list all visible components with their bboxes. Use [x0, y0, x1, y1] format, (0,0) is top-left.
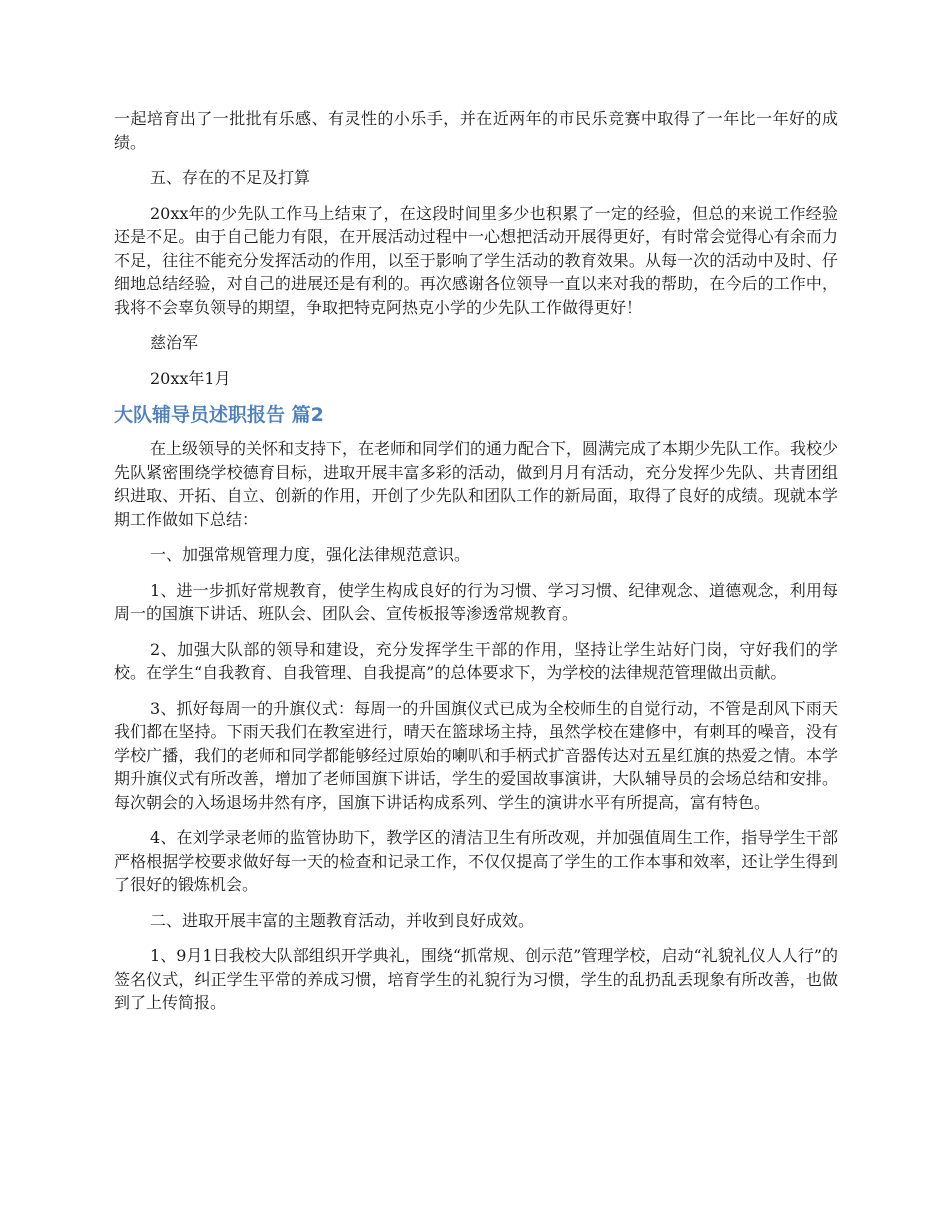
section-heading-routine: 一、加强常规管理力度，强化法律规范意识。: [150, 545, 471, 564]
paragraph-item-2: 2、加强大队部的领导和建设，充分发挥学生干部的作用，坚持让学生站好门岗，守好我们的学校。在学生“自我教育、自我管理、自我提高”的总体要求下，为学校的法律规范管理做出贡献。: [114, 639, 838, 682]
author-signature: 慈治军: [150, 333, 199, 352]
paragraph-shortcomings: 20xx年的少先队工作马上结束了，在这段时间里多少也积累了一定的经验，但总的来说工作经验还是不足。由于自己能力有限，在开展活动过程中一心想把活动开展得更好，有时常会觉得心有余而力不足，往往不能充分发挥活动的作用，以至于影响了学生活动的教育效果。从每一次的活动中及时、仔细地总结经验，对自己的进展还是有利的。再次感谢各位领导一直以来对我的帮助，在今后的工作中，我将不会辜负领导的期望，争取把特克阿热克小学的少先队工作做得更好！: [114, 203, 838, 317]
document-body: [114, 107, 838, 1027]
paragraph-item-3: 3、抓好每周一的升旗仪式：每周一的升国旗仪式已成为全校师生的自觉行动，不管是刮风下雨天我们都在坚持。下雨天我们在教室进行，晴天在篮球场主持，虽然学校在建修中，有刺耳的噪音，没有学校广播，我们的老师和同学都能够经过原始的喇叭和手柄式扩音器传达对五星红旗的热爱之情。本学期升旗仪式有所改善，增加了老师国旗下讲话，学生的爱国故事演讲，大队辅导员的会场总结和安排。每次朝会的入场退场井然有序，国旗下讲话构成系列、学生的演讲水平有所提高，富有特色。: [114, 698, 838, 812]
paragraph-continuation: 一起培育出了一批批有乐感、有灵性的小乐手，并在近两年的市民乐竞赛中取得了一年比一年好的成绩。: [114, 109, 838, 152]
paragraph-item-1: 1、进一步抓好常规教育，使学生构成良好的行为习惯、学习习惯、纪律观念、道德观念，利用每周一的国旗下讲话、班队会、团队会、宣传板报等渗透常规教育。: [114, 580, 838, 623]
report-title: 大队辅导员述职报告 篇2: [114, 404, 324, 426]
paragraph-intro: 在上级领导的关怀和支持下，在老师和同学们的通力配合下，圆满完成了本期少先队工作。我校少先队紧密围绕学校德育目标，进取开展丰富多彩的活动，做到月月有活动，充分发挥少先队、共青团组织进取、开拓、自立、创新的作用，开创了少先队和团队工作的新局面，取得了良好的成绩。现就本学期工作做如下总结：: [114, 439, 839, 529]
document-date: 20xx年1月: [150, 368, 231, 388]
paragraph-item-4: 4、在刘学录老师的监管协助下，教学区的清洁卫生有所改观，并加强值周生工作，指导学生干部严格根据学校要求做好每一天的检查和记录工作，不仅仅提高了学生的工作本事和效率，还让学生得到了很好的锻炼机会。: [114, 828, 838, 894]
section-heading-activities: 二、进取开展丰富的主题教育活动，并收到良好成效。: [150, 910, 535, 930]
paragraph-activity-1: 1、9月1日我校大队部组织开学典礼，围绕“抓常规、创示范”管理学校，启动“礼貌礼仪人人行”的签名仪式，纠正学生平常的养成习惯，培育学生的礼貌行为习惯，学生的乱扔乱丢现象有所改善，也做到了上传简报。: [114, 946, 838, 1012]
section-heading-shortcomings: 五、存在的不足及打算: [150, 168, 311, 187]
